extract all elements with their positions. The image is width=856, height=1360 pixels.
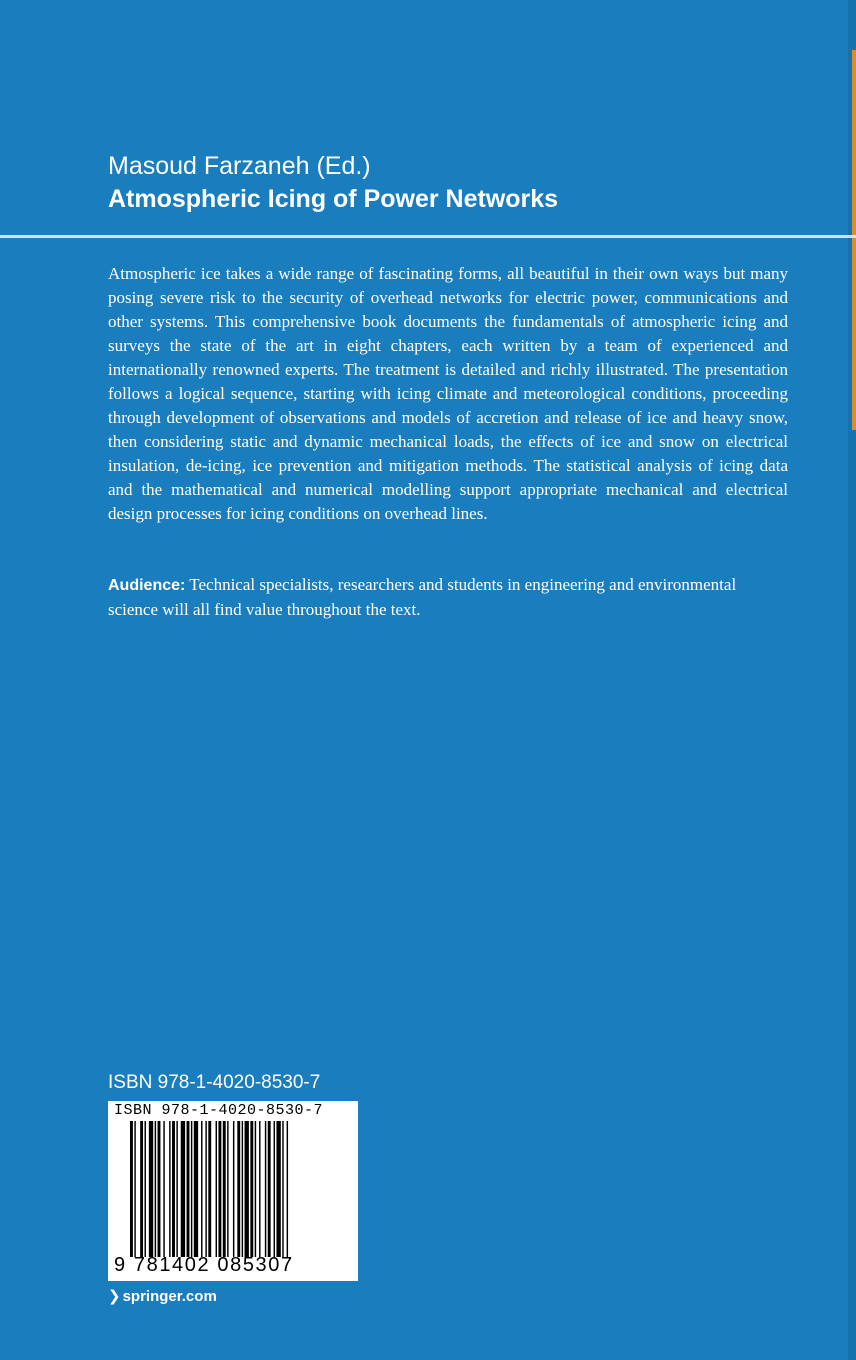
- barcode-bar: [255, 1121, 256, 1257]
- barcode-bar: [194, 1121, 198, 1257]
- publisher-link[interactable]: [108, 1287, 217, 1305]
- barcode-bar: [218, 1121, 221, 1257]
- barcode-bar: [181, 1121, 185, 1257]
- barcode-digits: 9 781402 085307: [114, 1254, 294, 1276]
- barcode-bar: [208, 1121, 211, 1257]
- barcode-bar: [227, 1121, 228, 1257]
- barcode-bar: [145, 1121, 146, 1257]
- barcode-bar: [163, 1121, 164, 1257]
- barcode-bar: [134, 1121, 135, 1257]
- isbn-number: ISBN 978-1-4020-8530-7: [108, 1072, 321, 1093]
- barcode-bar: [158, 1121, 161, 1257]
- audience-paragraph: [108, 573, 788, 622]
- chevron-right-icon: ❯: [108, 1288, 121, 1305]
- divider: [0, 235, 856, 238]
- barcode: [108, 1101, 358, 1281]
- barcode-bar: [268, 1121, 271, 1257]
- barcode-bar: [276, 1121, 280, 1257]
- barcode-isbn-label: ISBN 978-1-4020-8530-7: [114, 1102, 324, 1119]
- barcode-bars: [130, 1121, 354, 1257]
- description-text: Atmospheric ice takes a wide range of fascinating forms, all beautiful in their own ways but many posing severe risk to the security of overhead networks for electric power, communications and other systems. This comprehensive book documents the fundamentals of atmospheric icing and surveys the state of the art in eight chapters, each written by a team of experienced and internationally renowned experts. The treatment is detailed and richly illustrated. The presentation follows a logical sequence, starting with icing climate and meteorological conditions, proceeding through development of observations and models of accretion and release of ice and heavy snow, then considering static and dynamic mechanical loads, the effects of ice and snow on electrical insulation, de-icing, ice prevention and mitigation methods. The statistical analysis of icing data and the mathematical and numerical modelling support appropriate mechanical and electrical design processes for icing conditions on overhead lines.: [108, 264, 788, 523]
- author-name: Masoud Farzaneh (Ed.): [108, 152, 371, 180]
- barcode-bar: [205, 1121, 206, 1257]
- barcode-bar: [216, 1121, 217, 1257]
- barcode-bar: [169, 1121, 170, 1257]
- barcode-bar: [287, 1121, 288, 1257]
- barcode-bar: [140, 1121, 143, 1257]
- barcode-bar: [155, 1121, 156, 1257]
- book-title: Atmospheric Icing of Power Networks: [108, 185, 559, 213]
- barcode-bar: [250, 1121, 253, 1257]
- barcode-bar: [191, 1121, 192, 1257]
- barcode-bar: [187, 1121, 190, 1257]
- barcode-bar: [245, 1121, 249, 1257]
- accent-stripe: [852, 50, 856, 430]
- barcode-bar: [172, 1121, 175, 1257]
- audience-label: Audience:: [108, 577, 186, 594]
- barcode-bar: [242, 1121, 243, 1257]
- barcode-bar: [274, 1121, 275, 1257]
- barcode-bar: [282, 1121, 283, 1257]
- barcode-bar: [233, 1121, 234, 1257]
- audience-text: Technical specialists, researchers and students in engineering and environmental science will all find value throughout the text.: [108, 575, 737, 619]
- publisher-url: springer.com: [122, 1288, 217, 1305]
- barcode-bar: [149, 1121, 153, 1257]
- barcode-bar: [259, 1121, 260, 1257]
- barcode-bar: [130, 1121, 133, 1257]
- barcode-bar: [176, 1121, 177, 1257]
- barcode-bar: [237, 1121, 240, 1257]
- barcode-bar: [223, 1121, 226, 1257]
- barcode-bar: [201, 1121, 202, 1257]
- barcode-bar: [265, 1121, 266, 1257]
